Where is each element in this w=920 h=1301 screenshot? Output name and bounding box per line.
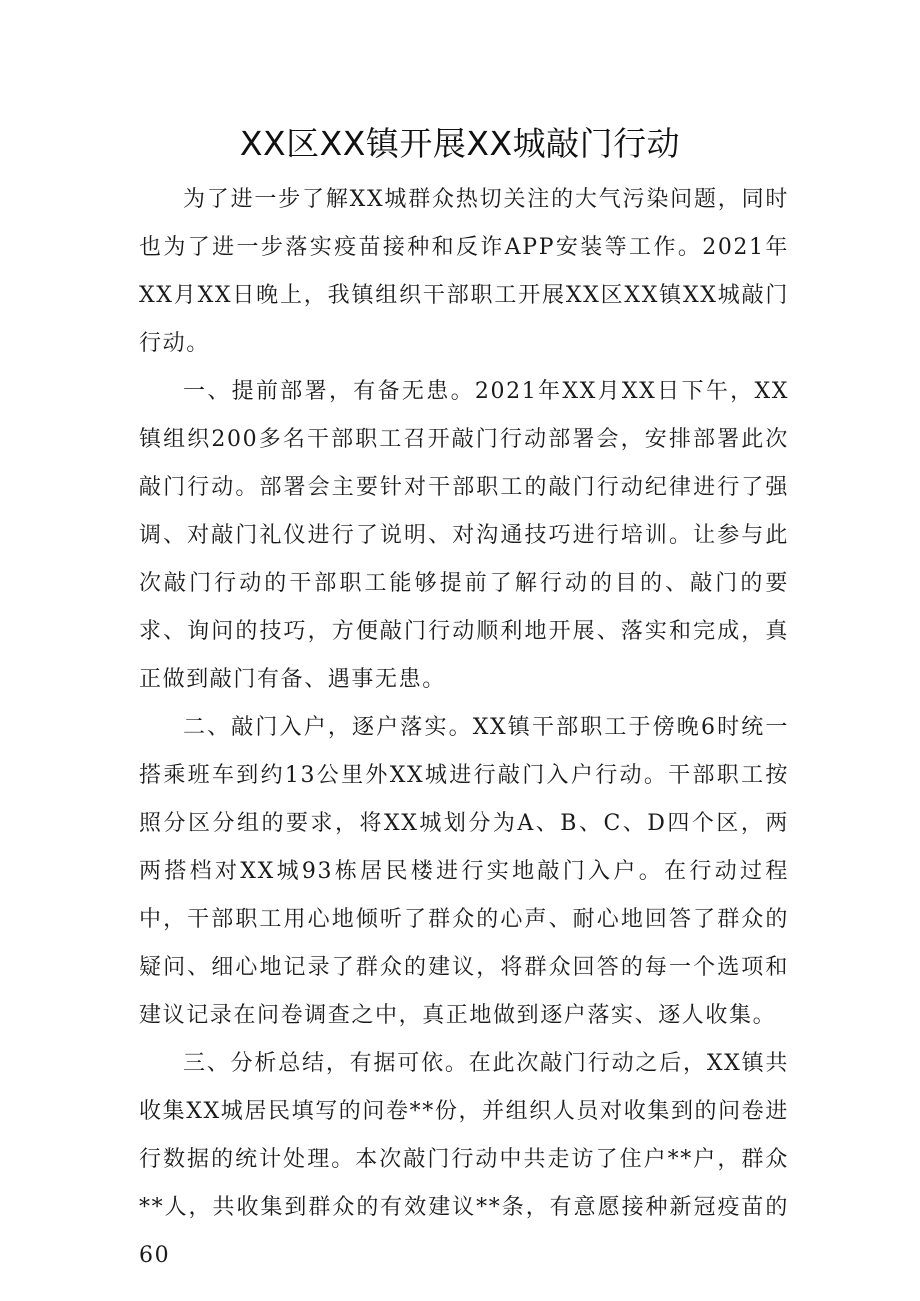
paragraph-section-1: 一、提前部署，有备无患。2021年XX月XX日下午，XX镇组织200多名干部职工召开敲门行动部署会，安排部署此次敲门行动。部署会主要针对干部职工的敲门行动纪律进行了强调、对敲门礼仪进行了说明、对沟通技巧进行培训。让参与此次敲门行动的干部职工能够提前了解行动的目的、敲门的要求、询问的技巧，方便敲门行动顺利地开展、落实和完成，真正做到敲门有备、遇事无患。 <box>139 379 789 692</box>
paragraph-section-2: 二、敲门入户，逐户落实。XX镇干部职工于傍晚6时统一搭乘班车到约13公里外XX城进行敲门入户行动。干部职工按照分区分组的要求，将XX城划分为A、B、C、D四个区，两两搭档对XX城93栋居民楼进行实地敲门入户。在行动过程中，干部职工用心地倾听了群众的心声、耐心地回答了群众的疑问、细心地记录了群众的建议，将群众回答的每一个选项和建议记录在问卷调查之中，真正地做到逐户落实、逐人收集。 <box>139 715 789 1028</box>
document-body <box>139 176 789 1280</box>
paragraph-intro: 为了进一步了解XX城群众热切关注的大气污染问题，同时也为了进一步落实疫苗接种和反诈APP安装等工作。2021年XX月XX日晚上，我镇组织干部职工开展XX区XX镇XX城敲门行动。 <box>139 187 789 356</box>
document-title: XX区XX镇开展XX城敲门行动 <box>239 124 681 163</box>
paragraph-section-3: 三、分析总结，有据可依。在此次敲门行动之后，XX镇共收集XX城居民填写的问卷**份，并组织人员对收集到的问卷进行数据的统计处理。本次敲门行动中共走访了住户**户，群众**人，共收集到群众的有效建议**条，有意愿接种新冠疫苗的60 <box>139 1051 789 1268</box>
